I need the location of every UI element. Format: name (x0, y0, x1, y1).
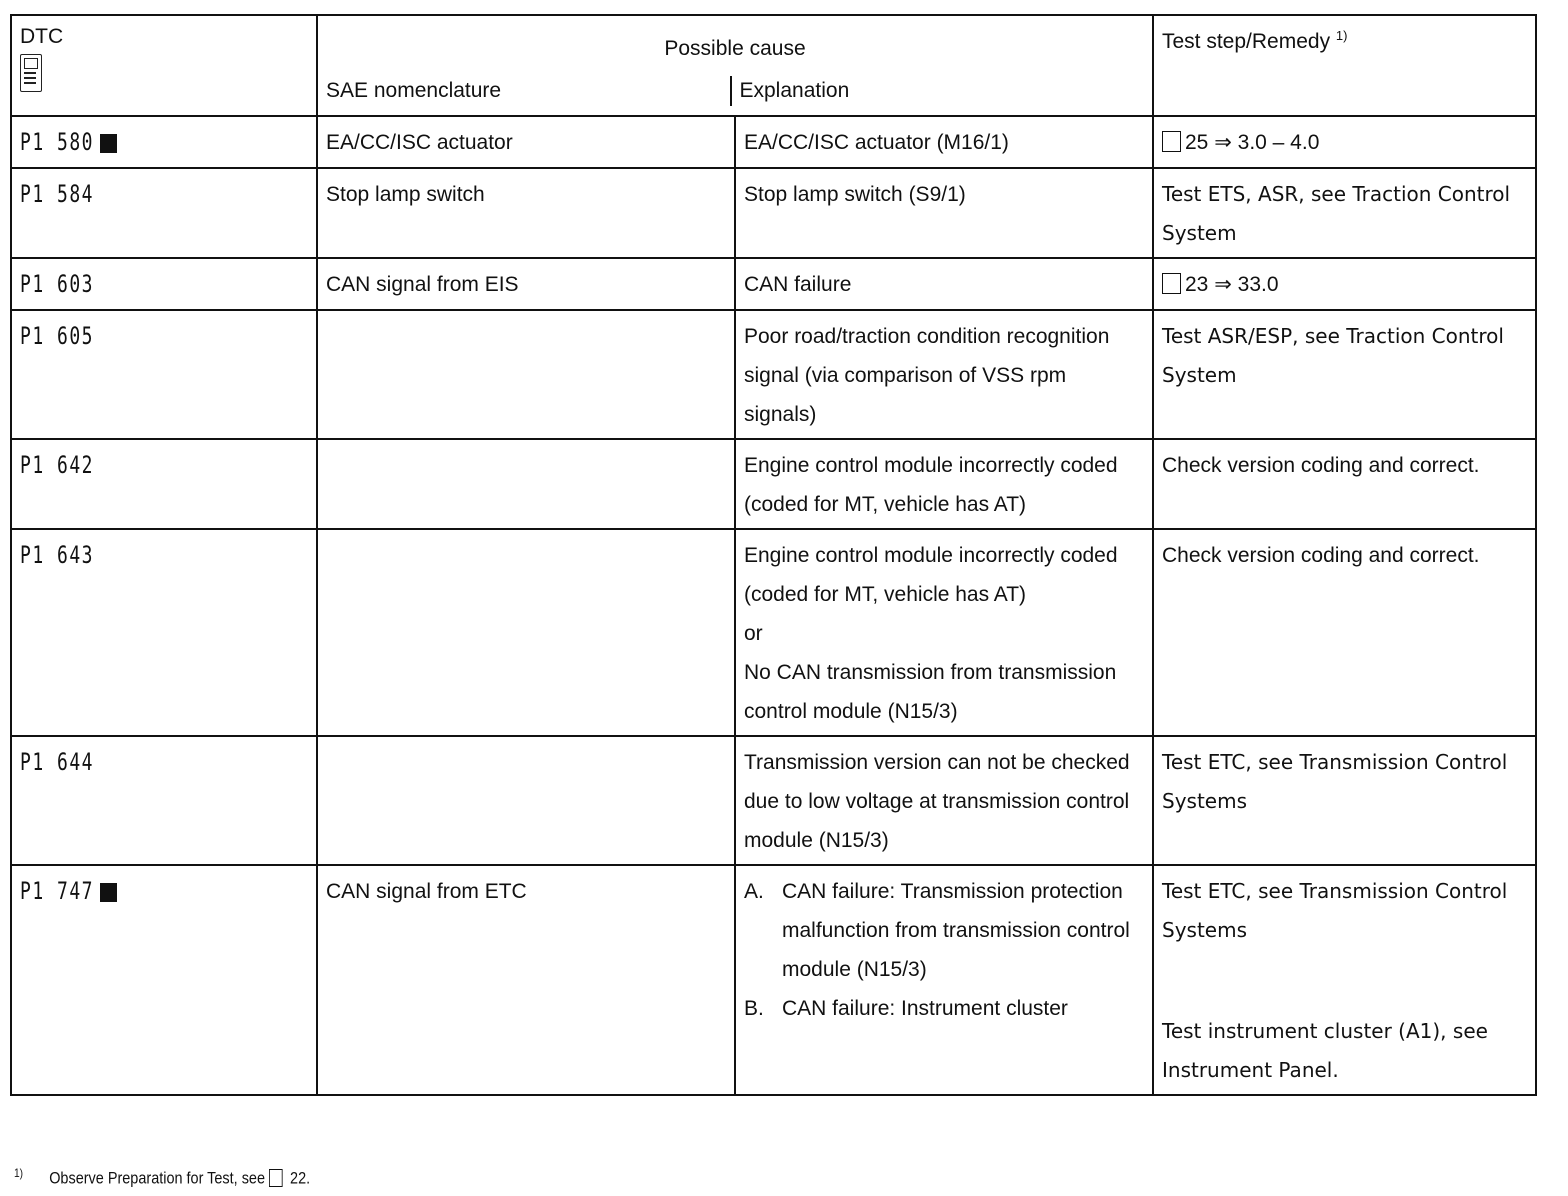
dtc-code-cell (11, 258, 317, 310)
table-row (11, 736, 1536, 865)
dtc-code-cell (11, 865, 317, 1095)
table-row (11, 310, 1536, 439)
header-row (11, 15, 1536, 115)
remedy-cell: Test ETS, ASR, see Traction Control System (1153, 168, 1536, 258)
dtc-code-cell (11, 736, 317, 865)
page-ref-icon (1162, 273, 1181, 294)
dtc-code-cell (11, 116, 317, 168)
remedy-text: ⇒ 33.0 (1214, 273, 1279, 296)
page-ref-icon (1162, 131, 1181, 152)
explanation-cell: Poor road/traction condition recognition signal (via comparison of VSS rpm signals) (735, 310, 1153, 439)
list-item-text: CAN failure: Instrument cluster (782, 997, 1068, 1020)
marker-icon (100, 134, 117, 153)
dtc-code: P1 643 (20, 541, 95, 569)
dtc-code-cell (11, 529, 317, 736)
remedy-ref: 23 (1185, 273, 1209, 296)
explanation-cell: Engine control module incorrectly coded (coded for MT, vehicle has AT) (735, 439, 1153, 529)
remedy-cell: Test ETC, see Transmission Control Systems (1153, 736, 1536, 865)
remedy-text: Test ETC, see Transmission Control Systems (1162, 879, 1508, 942)
header-sae-nomenclature: SAE nomenclature (326, 79, 502, 102)
remedy-cell: Check version coding and correct. (1153, 529, 1536, 736)
sae-cell (317, 736, 735, 865)
remedy-cell (1153, 865, 1536, 1095)
footnote (14, 1166, 310, 1189)
dtc-table (10, 14, 1537, 1096)
explanation-cell: Transmission version can not be checked due to low voltage at transmission control module (N15/3) (735, 736, 1153, 865)
remedy-ref: 25 (1185, 131, 1209, 154)
list-item (744, 872, 1144, 989)
footnote-ref: 22. (290, 1168, 311, 1188)
header-explanation: Explanation (730, 76, 1153, 106)
header-possible-cause-cell (317, 15, 1153, 115)
header-dtc: DTC (20, 25, 64, 48)
scan-tool-icon (20, 54, 42, 92)
explanation-or: or (744, 622, 763, 645)
table-row (11, 116, 1536, 168)
remedy-cell (1153, 258, 1536, 310)
sae-cell (317, 310, 735, 439)
remedy-text-2: Test instrument cluster (A1), see Instrument Panel. (1162, 1019, 1488, 1082)
header-remedy: Test step/Remedy (1162, 30, 1331, 53)
sae-cell: CAN signal from ETC (317, 865, 735, 1095)
list-item (744, 989, 1144, 1028)
sae-cell (317, 529, 735, 736)
header-remedy-note: 1) (1335, 28, 1348, 43)
remedy-cell (1153, 116, 1536, 168)
list-item-number: A. (744, 880, 764, 903)
dtc-code: P1 580 (20, 128, 95, 156)
explanation-cell (735, 529, 1153, 736)
page-ref-icon (269, 1169, 283, 1187)
footnote-mark: 1) (14, 1166, 24, 1180)
footnote-text: Observe Preparation for Test, see (49, 1168, 265, 1188)
sae-cell: Stop lamp switch (317, 168, 735, 258)
explanation-cell: CAN failure (735, 258, 1153, 310)
explanation-text: Engine control module incorrectly coded (coded for MT, vehicle has AT) (744, 544, 1118, 606)
remedy-cell: Test ASR/ESP, see Traction Control System (1153, 310, 1536, 439)
explanation-cell: EA/CC/ISC actuator (M16/1) (735, 116, 1153, 168)
list-item-text: CAN failure: Transmission protection malfunction from transmission control module (N15/3) (782, 880, 1130, 981)
dtc-code-cell (11, 439, 317, 529)
dtc-code-cell (11, 168, 317, 258)
sae-cell: CAN signal from EIS (317, 258, 735, 310)
table-row (11, 529, 1536, 736)
header-remedy-cell (1153, 15, 1536, 116)
explanation-text-2: No CAN transmission from transmission control module (N15/3) (744, 661, 1117, 723)
header-dtc-cell (11, 15, 317, 116)
sae-cell (317, 439, 735, 529)
dtc-code: P1 644 (20, 748, 95, 776)
dtc-code: P1 603 (20, 270, 95, 298)
table-row (11, 258, 1536, 310)
dtc-code: P1 584 (20, 180, 95, 208)
table-row (11, 168, 1536, 258)
explanation-cell: Stop lamp switch (S9/1) (735, 168, 1153, 258)
marker-icon (100, 883, 117, 902)
table-row (11, 865, 1536, 1095)
list-item-number: B. (744, 997, 764, 1020)
explanation-cell (735, 865, 1153, 1095)
dtc-code: P1 642 (20, 451, 95, 479)
dtc-code: P1 747 (20, 877, 95, 905)
dtc-code: P1 605 (20, 322, 95, 350)
remedy-text: ⇒ 3.0 – 4.0 (1214, 131, 1320, 154)
sae-cell: EA/CC/ISC actuator (317, 116, 735, 168)
remedy-cell: Check version coding and correct. (1153, 439, 1536, 529)
header-possible-cause: Possible cause (664, 37, 806, 60)
dtc-code-cell (11, 310, 317, 439)
table-row (11, 439, 1536, 529)
